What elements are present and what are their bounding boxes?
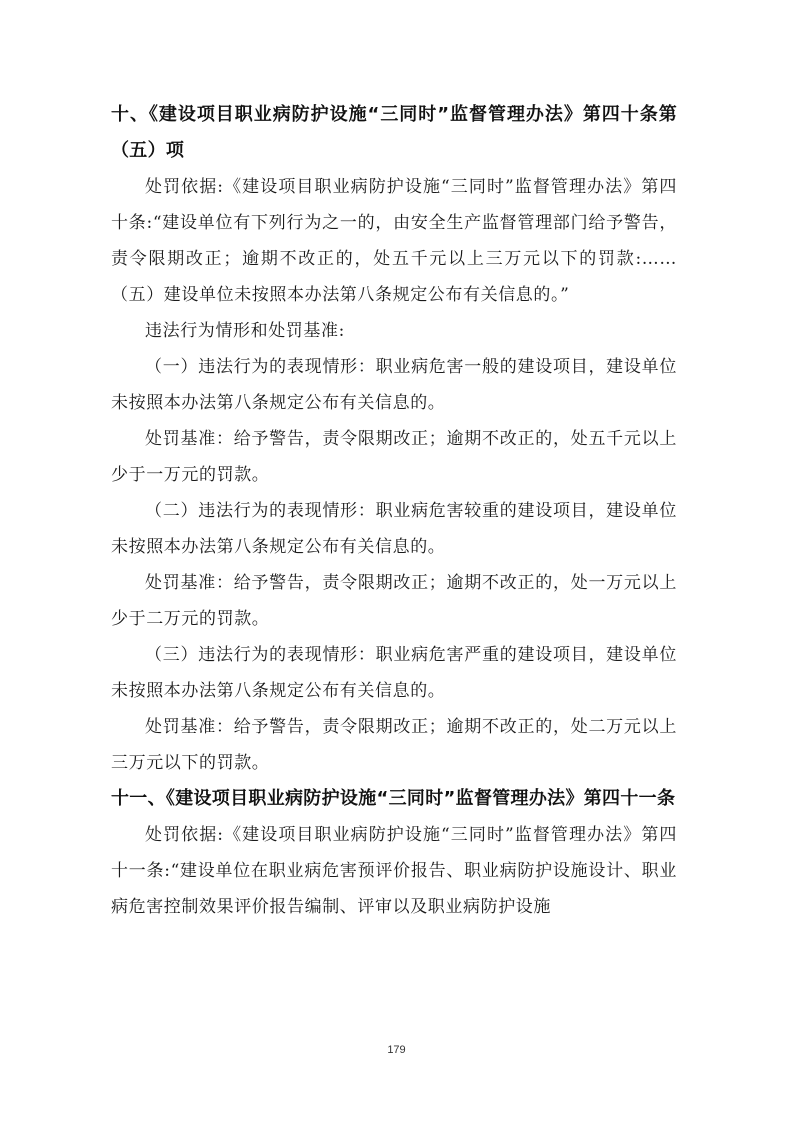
section-10-situation-1: （一）违法行为的表现情形：职业病危害一般的建设项目，建设单位未按照本办法第八条规定公布有关信息的。 (111, 357, 677, 413)
section-10-standard-1: 处罚基准：给予警告，责令限期改正；逾期不改正的，处五千元以上少于一万元的罚款。 (111, 429, 677, 485)
section-10-situations-intro: 违法行为情形和处罚基准: (145, 321, 345, 341)
document-body (111, 97, 677, 925)
section-10-situation-2: （二）违法行为的表现情形：职业病危害较重的建设项目，建设单位未按照本办法第八条规定公布有关信息的。 (111, 501, 677, 557)
section-10-situation-3: （三）违法行为的表现情形：职业病危害严重的建设项目，建设单位未按照本办法第八条规定公布有关信息的。 (111, 645, 677, 701)
section-10-penalty-basis: 处罚依据:《建设项目职业病防护设施“三同时”监督管理办法》第四十条:“建设单位有下列行为之一的，由安全生产监督管理部门给予警告，责令限期改正；逾期不改正的，处五千元以上三万元以下的罚款:……（五）建设单位未按照本办法第八条规定公布有关信息的。” (111, 177, 677, 305)
section-10-heading: 十、《建设项目职业病防护设施“三同时”监督管理办法》第四十条第（五）项 (111, 104, 677, 161)
section-11-penalty-basis: 处罚依据:《建设项目职业病防护设施“三同时”监督管理办法》第四十一条:“建设单位在职业病危害预评价报告、职业病防护设施设计、职业病危害控制效果评价报告编制、评审以及职业病防护设施 (111, 825, 677, 917)
section-10-standard-3: 处罚基准：给予警告，责令限期改正；逾期不改正的，处二万元以上三万元以下的罚款。 (111, 717, 677, 773)
section-10-standard-2: 处罚基准：给予警告，责令限期改正；逾期不改正的，处一万元以上少于二万元的罚款。 (111, 573, 677, 629)
section-11-heading: 十一、《建设项目职业病防护设施“三同时”监督管理办法》第四十一条 (111, 788, 676, 809)
page-number: 179 (387, 1044, 406, 1056)
